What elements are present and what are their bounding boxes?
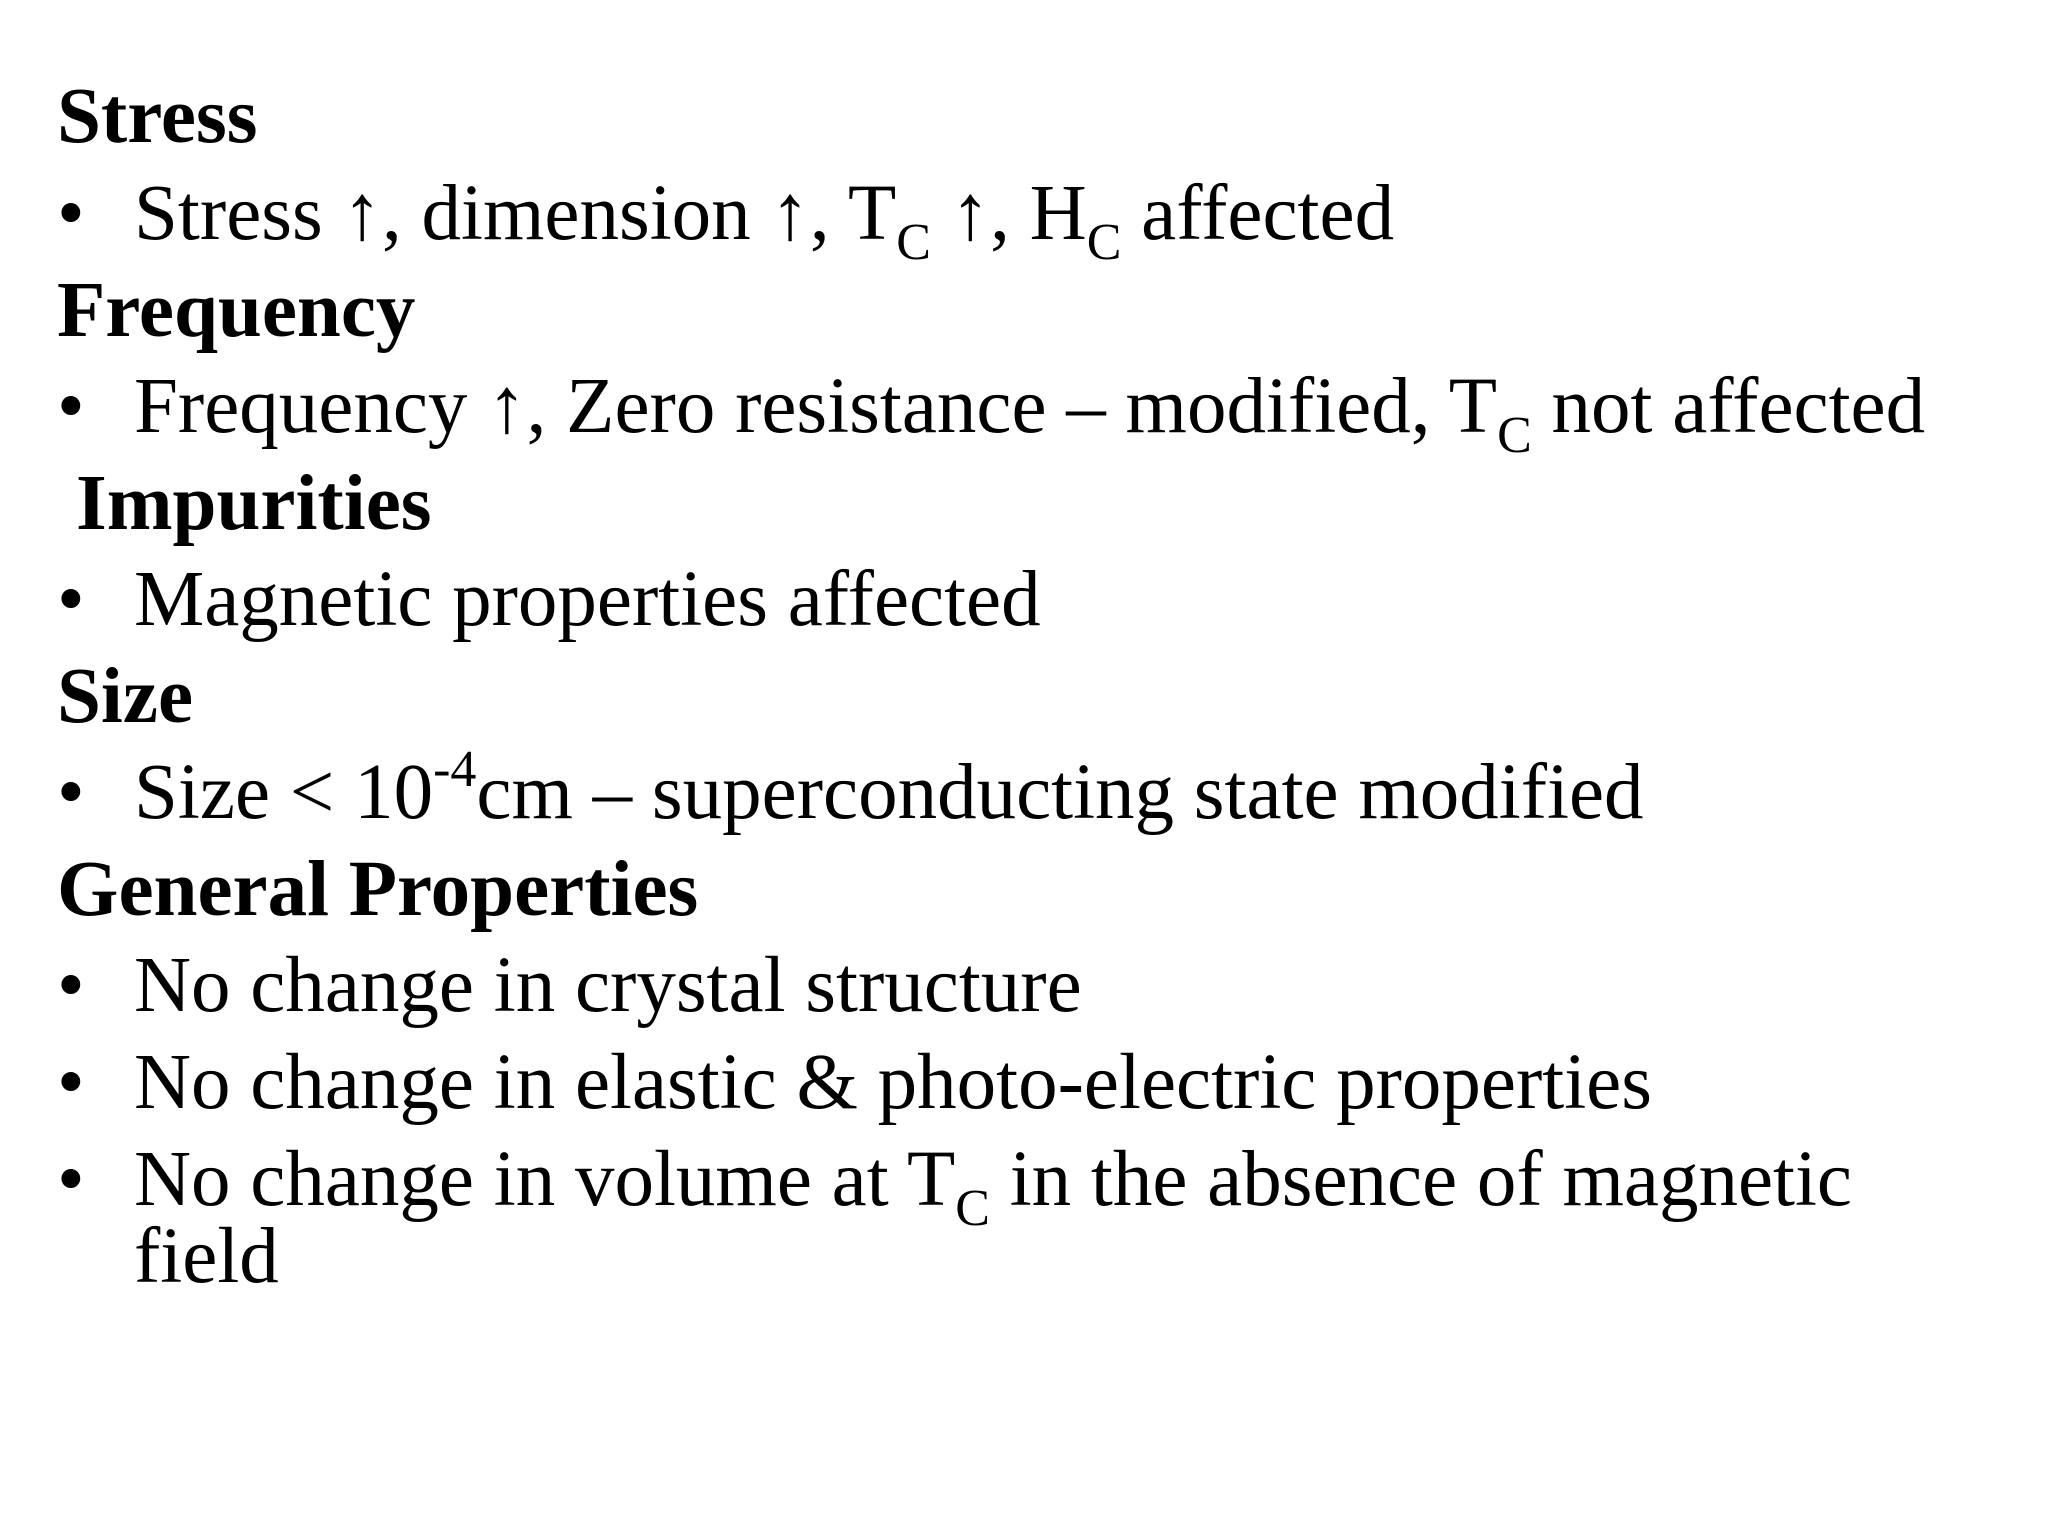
bullet-text [134, 363, 1926, 464]
subscript: C [1497, 407, 1532, 464]
text-part: affected [1121, 170, 1395, 257]
bullet-dot: • [57, 170, 85, 257]
bullet-dot: • [57, 556, 85, 643]
subscript: C [955, 1180, 990, 1237]
bullet-text [134, 170, 1395, 271]
bullet-text: Magnetic properties affected [134, 556, 1041, 643]
subscript: C [1086, 214, 1122, 271]
text-part: Stress ↑, dimension ↑, T [134, 170, 897, 257]
text-part: No change in volume at T [134, 1136, 956, 1223]
superscript: -4 [433, 741, 477, 798]
subscript: C [896, 214, 931, 271]
bullet-general-3-continuation: field [134, 1213, 279, 1300]
heading-size: Size [57, 653, 194, 740]
heading-frequency: Frequency [57, 267, 416, 354]
text-part: ↑, H [930, 170, 1087, 257]
bullet-dot: • [57, 1039, 85, 1126]
text-part: not affected [1531, 363, 1926, 450]
bullet-dot: • [57, 1136, 85, 1223]
bullet-dot: • [57, 942, 85, 1029]
bullet-text [134, 1136, 1852, 1237]
bullet-text [134, 741, 1644, 836]
heading-general-properties: General Properties [57, 846, 699, 933]
bullet-text: No change in crystal structure [134, 942, 1082, 1029]
text-part: Frequency ↑, Zero resistance – modified, T [134, 363, 1498, 450]
text-part: cm – superconducting state modified [476, 749, 1644, 836]
text-part: Size < 10 [134, 749, 434, 836]
text-part: in the absence of magnetic [989, 1136, 1852, 1223]
bullet-text: No change in elastic & photo-electric properties [134, 1039, 1652, 1126]
bullet-dot: • [57, 363, 85, 450]
heading-impurities: Impurities [76, 460, 432, 547]
heading-stress: Stress [57, 73, 258, 160]
bullet-dot: • [57, 749, 85, 836]
